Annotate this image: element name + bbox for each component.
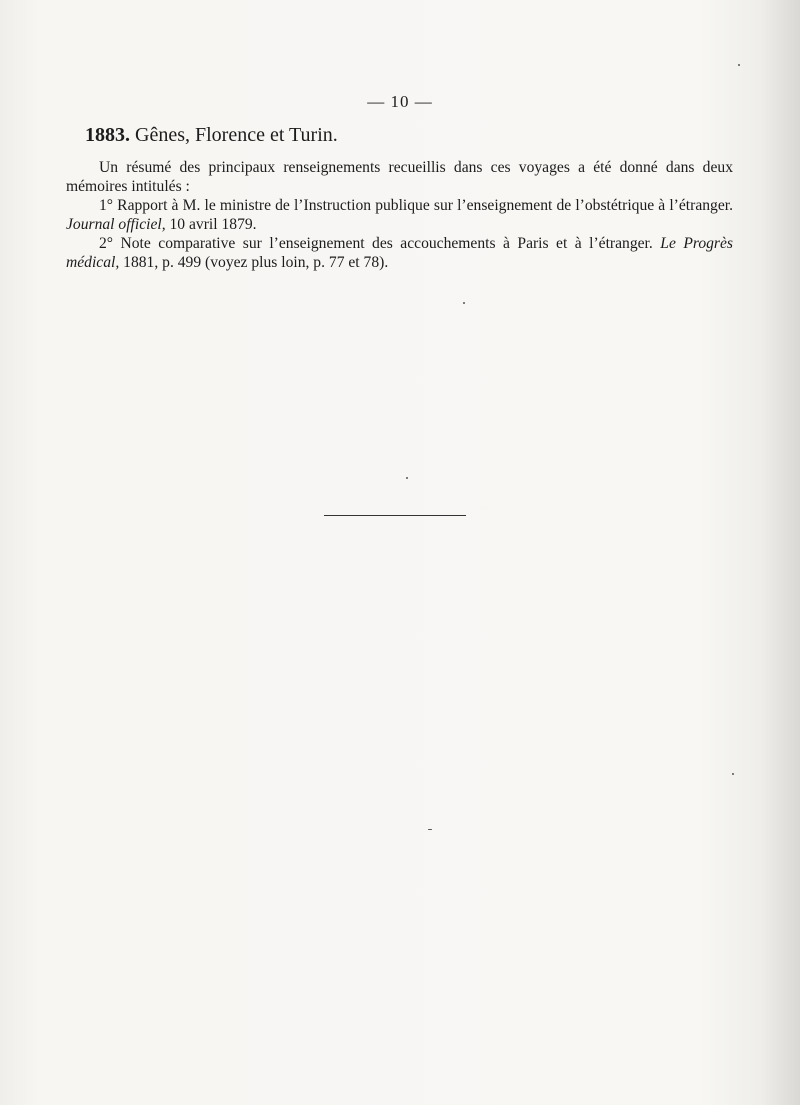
print-speck (406, 477, 408, 479)
section-heading (85, 124, 338, 147)
paragraph-item-2 (66, 234, 733, 272)
item-2-reference: 1881, p. 499 (voyez plus loin, p. 77 et 78). (119, 254, 389, 271)
heading-year: 1883. (85, 124, 130, 146)
page-number: — 10 — (367, 92, 433, 111)
item-1-journal: Journal officiel, (66, 216, 166, 233)
print-speck (738, 64, 740, 66)
paragraph-item-1 (66, 196, 733, 234)
item-2-journal: Le Progrès médical, (66, 235, 733, 271)
print-speck (463, 302, 465, 304)
item-2-text: 2° Note comparative sur l’enseignement des accouchements à Paris et à l’étranger. (99, 235, 661, 252)
section-divider (324, 515, 466, 516)
item-1-text: 1° Rapport à M. le ministre de l’Instruction publique sur l’enseignement de l’obstétrique à l’étranger. (99, 197, 733, 214)
print-speck (732, 773, 734, 775)
paragraph-intro: Un résumé des principaux renseignements recueillis dans ces voyages a été donné dans deux mémoires intitulés : (66, 159, 733, 195)
item-1-date: 10 avril 1879. (165, 216, 257, 233)
heading-title: Gênes, Florence et Turin. (130, 124, 338, 146)
print-speck (428, 829, 432, 830)
body-text (66, 158, 733, 272)
